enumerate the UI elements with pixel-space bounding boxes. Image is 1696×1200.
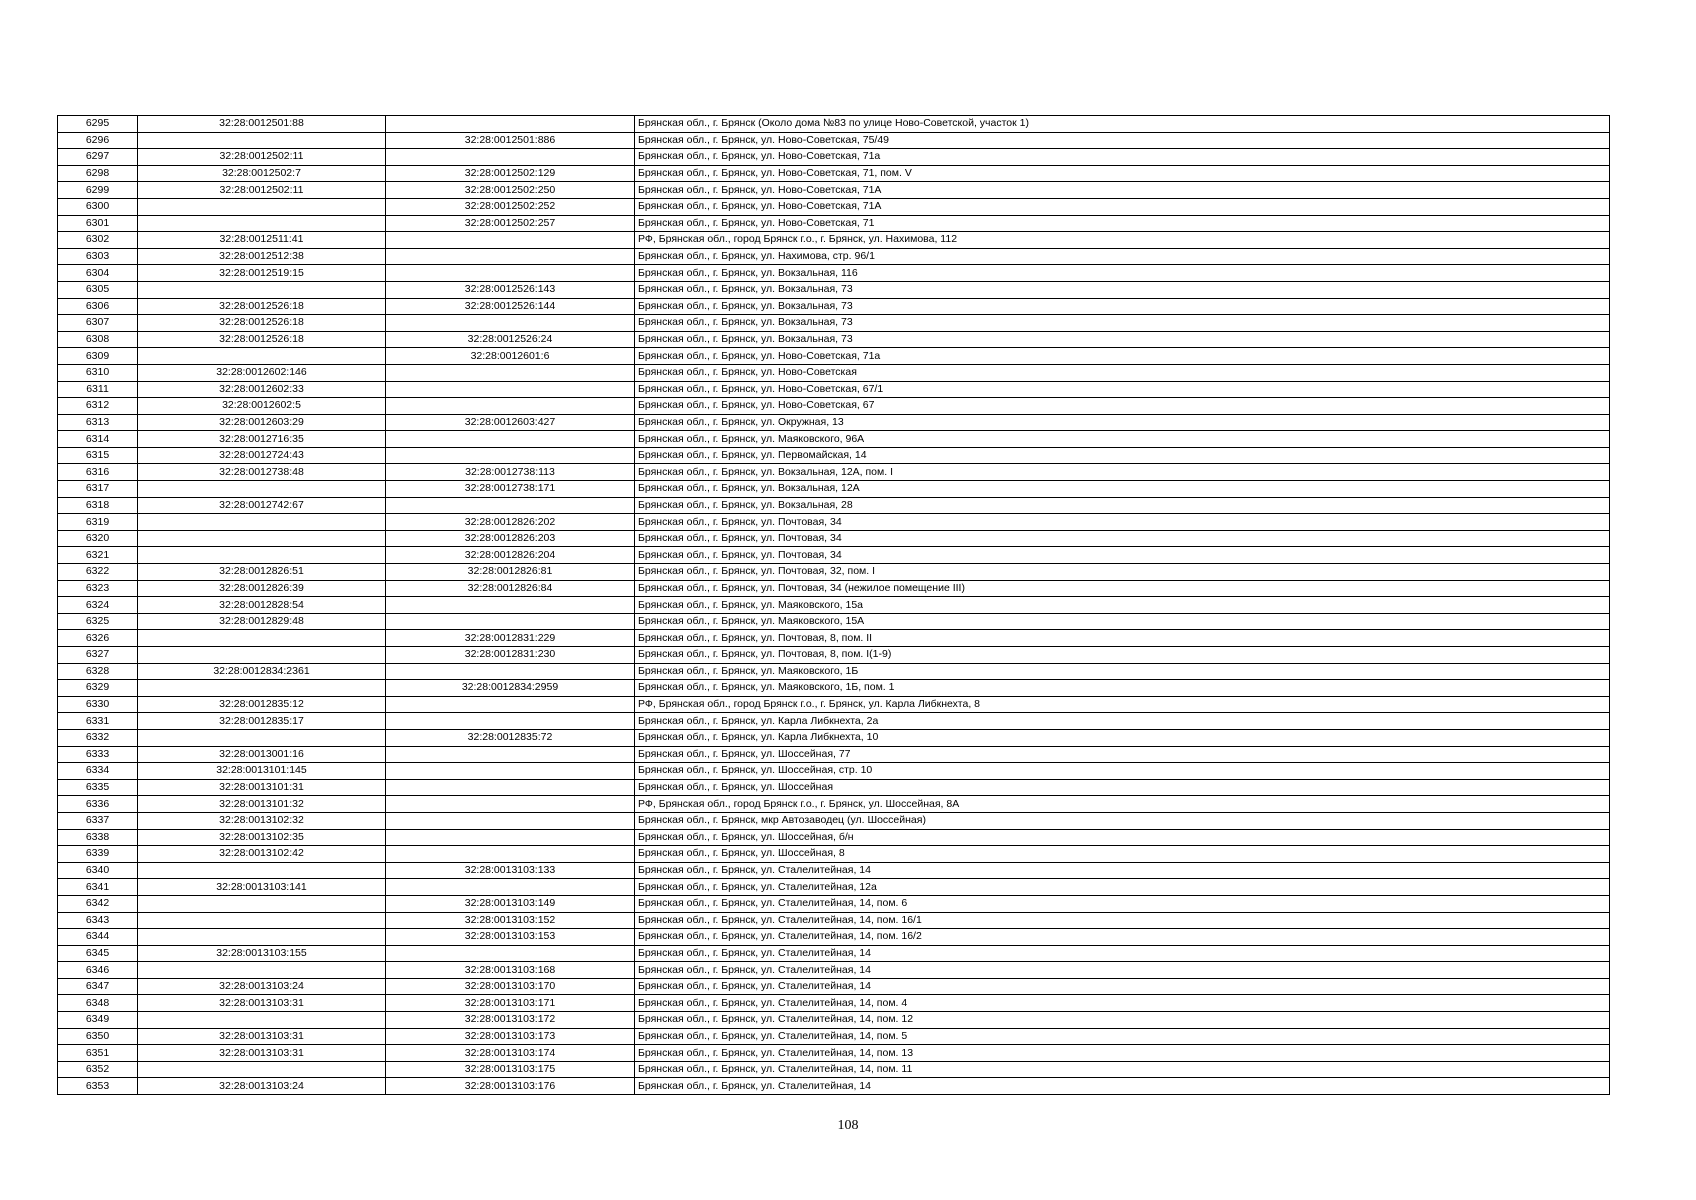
address-cell: Брянская обл., г. Брянск, ул. Ново-Советская, 71, пом. V [635, 165, 1610, 182]
table-row [58, 630, 1610, 647]
row-number-cell: 6308 [58, 331, 138, 348]
building-cadastral-number-cell: 32:28:0012501:886 [386, 132, 635, 149]
row-number-cell: 6351 [58, 1045, 138, 1062]
building-cadastral-number-cell [386, 431, 635, 448]
land-cadastral-number-cell: 32:28:0012826:39 [138, 580, 386, 597]
address-cell: Брянская обл., г. Брянск, ул. Шоссейная, 8 [635, 846, 1610, 863]
row-number-cell: 6333 [58, 746, 138, 763]
table-row [58, 182, 1610, 199]
land-cadastral-number-cell: 32:28:0012519:15 [138, 265, 386, 282]
table-row [58, 414, 1610, 431]
land-cadastral-number-cell: 32:28:0013101:31 [138, 779, 386, 796]
table-row [58, 696, 1610, 713]
address-cell: Брянская обл., г. Брянск, ул. Вокзальная, 73 [635, 281, 1610, 298]
land-cadastral-number-cell [138, 729, 386, 746]
land-cadastral-number-cell: 32:28:0012502:11 [138, 182, 386, 199]
table-row [58, 165, 1610, 182]
address-cell: Брянская обл., г. Брянск, ул. Маяковского, 15А [635, 613, 1610, 630]
land-cadastral-number-cell: 32:28:0012603:29 [138, 414, 386, 431]
row-number-cell: 6331 [58, 713, 138, 730]
land-cadastral-number-cell [138, 215, 386, 232]
address-cell: Брянская обл., г. Брянск, ул. Сталелитейная, 14, пом. 6 [635, 895, 1610, 912]
land-cadastral-number-cell: 32:28:0012526:18 [138, 331, 386, 348]
building-cadastral-number-cell: 32:28:0013103:171 [386, 995, 635, 1012]
building-cadastral-number-cell: 32:28:0013103:176 [386, 1078, 635, 1095]
building-cadastral-number-cell [386, 713, 635, 730]
land-cadastral-number-cell: 32:28:0012526:18 [138, 315, 386, 332]
building-cadastral-number-cell: 32:28:0012826:84 [386, 580, 635, 597]
row-number-cell: 6296 [58, 132, 138, 149]
land-cadastral-number-cell: 32:28:0012502:7 [138, 165, 386, 182]
land-cadastral-number-cell: 32:28:0012511:41 [138, 232, 386, 249]
table-row [58, 281, 1610, 298]
table-row [58, 447, 1610, 464]
address-cell: Брянская обл., г. Брянск, ул. Ново-Советская, 71а [635, 348, 1610, 365]
land-cadastral-number-cell: 32:28:0012602:5 [138, 398, 386, 415]
row-number-cell: 6329 [58, 680, 138, 697]
table-row [58, 514, 1610, 531]
address-cell: РФ, Брянская обл., город Брянск г.о., г. Брянск, ул. Шоссейная, 8А [635, 796, 1610, 813]
row-number-cell: 6299 [58, 182, 138, 199]
row-number-cell: 6303 [58, 248, 138, 265]
address-cell: Брянская обл., г. Брянск, ул. Сталелитейная, 12а [635, 879, 1610, 896]
building-cadastral-number-cell [386, 846, 635, 863]
table-row [58, 348, 1610, 365]
land-cadastral-number-cell: 32:28:0013103:31 [138, 1028, 386, 1045]
building-cadastral-number-cell: 32:28:0012835:72 [386, 729, 635, 746]
building-cadastral-number-cell [386, 663, 635, 680]
address-cell: Брянская обл., г. Брянск, ул. Окружная, 13 [635, 414, 1610, 431]
building-cadastral-number-cell: 32:28:0012526:24 [386, 331, 635, 348]
building-cadastral-number-cell [386, 315, 635, 332]
row-number-cell: 6310 [58, 364, 138, 381]
land-cadastral-number-cell: 32:28:0012526:18 [138, 298, 386, 315]
land-cadastral-number-cell [138, 530, 386, 547]
building-cadastral-number-cell: 32:28:0013103:174 [386, 1045, 635, 1062]
land-cadastral-number-cell [138, 862, 386, 879]
table-row [58, 580, 1610, 597]
table-row [58, 381, 1610, 398]
address-cell: Брянская обл., г. Брянск, ул. Ново-Советская, 67/1 [635, 381, 1610, 398]
table-row [58, 962, 1610, 979]
address-cell: Брянская обл., г. Брянск, ул. Сталелитейная, 14, пом. 11 [635, 1061, 1610, 1078]
building-cadastral-number-cell [386, 447, 635, 464]
land-cadastral-number-cell [138, 547, 386, 564]
table-row [58, 116, 1610, 133]
row-number-cell: 6324 [58, 597, 138, 614]
row-number-cell: 6304 [58, 265, 138, 282]
land-cadastral-number-cell: 32:28:0012716:35 [138, 431, 386, 448]
row-number-cell: 6295 [58, 116, 138, 133]
land-cadastral-number-cell: 32:28:0013101:145 [138, 763, 386, 780]
table-row [58, 547, 1610, 564]
row-number-cell: 6316 [58, 464, 138, 481]
address-cell: Брянская обл., г. Брянск, ул. Вокзальная, 12А, пом. I [635, 464, 1610, 481]
address-cell: Брянская обл., г. Брянск, ул. Почтовая, 34 [635, 530, 1610, 547]
row-number-cell: 6338 [58, 829, 138, 846]
table-row [58, 248, 1610, 265]
address-cell: Брянская обл., г. Брянск, ул. Сталелитейная, 14 [635, 862, 1610, 879]
table-row [58, 232, 1610, 249]
building-cadastral-number-cell: 32:28:0012826:202 [386, 514, 635, 531]
address-cell: Брянская обл., г. Брянск, ул. Карла Либкнехта, 10 [635, 729, 1610, 746]
address-cell: Брянская обл., г. Брянск (Около дома №83 по улице Ново-Советской, участок 1) [635, 116, 1610, 133]
land-cadastral-number-cell [138, 1012, 386, 1029]
land-cadastral-number-cell: 32:28:0012602:33 [138, 381, 386, 398]
row-number-cell: 6332 [58, 729, 138, 746]
building-cadastral-number-cell [386, 879, 635, 896]
table-row [58, 713, 1610, 730]
table-row [58, 198, 1610, 215]
address-cell: Брянская обл., г. Брянск, ул. Сталелитейная, 14, пом. 12 [635, 1012, 1610, 1029]
land-cadastral-number-cell: 32:28:0012835:12 [138, 696, 386, 713]
address-cell: Брянская обл., г. Брянск, ул. Шоссейная, 77 [635, 746, 1610, 763]
address-cell: Брянская обл., г. Брянск, ул. Сталелитейная, 14 [635, 1078, 1610, 1095]
table-row [58, 265, 1610, 282]
building-cadastral-number-cell: 32:28:0012601:6 [386, 348, 635, 365]
land-cadastral-number-cell: 32:28:0013103:141 [138, 879, 386, 896]
table-row [58, 315, 1610, 332]
land-cadastral-number-cell [138, 481, 386, 498]
address-cell: Брянская обл., г. Брянск, ул. Сталелитейная, 14 [635, 945, 1610, 962]
address-cell: Брянская обл., г. Брянск, ул. Шоссейная, стр. 10 [635, 763, 1610, 780]
building-cadastral-number-cell: 32:28:0012831:229 [386, 630, 635, 647]
building-cadastral-number-cell [386, 381, 635, 398]
land-cadastral-number-cell [138, 895, 386, 912]
address-cell: Брянская обл., г. Брянск, ул. Сталелитейная, 14 [635, 978, 1610, 995]
address-cell: Брянская обл., г. Брянск, ул. Ново-Советская, 67 [635, 398, 1610, 415]
land-cadastral-number-cell: 32:28:0013103:31 [138, 1045, 386, 1062]
land-cadastral-number-cell: 32:28:0013103:24 [138, 978, 386, 995]
table-row [58, 1028, 1610, 1045]
building-cadastral-number-cell [386, 796, 635, 813]
row-number-cell: 6311 [58, 381, 138, 398]
land-cadastral-number-cell: 32:28:0012829:48 [138, 613, 386, 630]
land-cadastral-number-cell: 32:28:0012826:51 [138, 564, 386, 581]
address-cell: Брянская обл., г. Брянск, ул. Почтовая, 8, пом. I(1-9) [635, 647, 1610, 664]
land-cadastral-number-cell [138, 514, 386, 531]
table-row [58, 995, 1610, 1012]
address-cell: Брянская обл., г. Брянск, ул. Сталелитейная, 14, пом. 5 [635, 1028, 1610, 1045]
building-cadastral-number-cell [386, 829, 635, 846]
building-cadastral-number-cell [386, 597, 635, 614]
row-number-cell: 6312 [58, 398, 138, 415]
cadastral-table [57, 115, 1610, 1095]
building-cadastral-number-cell: 32:28:0012738:171 [386, 481, 635, 498]
building-cadastral-number-cell: 32:28:0012826:203 [386, 530, 635, 547]
building-cadastral-number-cell [386, 149, 635, 166]
row-number-cell: 6319 [58, 514, 138, 531]
row-number-cell: 6340 [58, 862, 138, 879]
row-number-cell: 6301 [58, 215, 138, 232]
address-cell: Брянская обл., г. Брянск, ул. Первомайская, 14 [635, 447, 1610, 464]
row-number-cell: 6339 [58, 846, 138, 863]
table-row [58, 1045, 1610, 1062]
address-cell: Брянская обл., г. Брянск, ул. Сталелитейная, 14 [635, 962, 1610, 979]
row-number-cell: 6341 [58, 879, 138, 896]
building-cadastral-number-cell: 32:28:0013103:149 [386, 895, 635, 912]
address-cell: Брянская обл., г. Брянск, ул. Ново-Советская, 71А [635, 182, 1610, 199]
address-cell: Брянская обл., г. Брянск, ул. Вокзальная, 73 [635, 331, 1610, 348]
address-cell: Брянская обл., г. Брянск, ул. Сталелитейная, 14, пом. 13 [635, 1045, 1610, 1062]
table-row [58, 729, 1610, 746]
land-cadastral-number-cell: 32:28:0012834:2361 [138, 663, 386, 680]
building-cadastral-number-cell [386, 746, 635, 763]
table-row [58, 846, 1610, 863]
address-cell: Брянская обл., г. Брянск, ул. Ново-Советская, 71а [635, 149, 1610, 166]
building-cadastral-number-cell [386, 497, 635, 514]
building-cadastral-number-cell: 32:28:0012738:113 [386, 464, 635, 481]
land-cadastral-number-cell: 32:28:0012835:17 [138, 713, 386, 730]
building-cadastral-number-cell: 32:28:0012603:427 [386, 414, 635, 431]
address-cell: Брянская обл., г. Брянск, ул. Сталелитейная, 14, пом. 16/1 [635, 912, 1610, 929]
table-row [58, 829, 1610, 846]
table-row [58, 879, 1610, 896]
land-cadastral-number-cell [138, 1061, 386, 1078]
row-number-cell: 6344 [58, 929, 138, 946]
row-number-cell: 6314 [58, 431, 138, 448]
land-cadastral-number-cell [138, 281, 386, 298]
land-cadastral-number-cell: 32:28:0013103:24 [138, 1078, 386, 1095]
land-cadastral-number-cell: 32:28:0012828:54 [138, 597, 386, 614]
row-number-cell: 6313 [58, 414, 138, 431]
land-cadastral-number-cell [138, 680, 386, 697]
row-number-cell: 6325 [58, 613, 138, 630]
building-cadastral-number-cell: 32:28:0012831:230 [386, 647, 635, 664]
land-cadastral-number-cell: 32:28:0013103:31 [138, 995, 386, 1012]
building-cadastral-number-cell: 32:28:0013103:172 [386, 1012, 635, 1029]
land-cadastral-number-cell [138, 630, 386, 647]
building-cadastral-number-cell: 32:28:0013103:152 [386, 912, 635, 929]
table-row [58, 464, 1610, 481]
building-cadastral-number-cell: 32:28:0012826:204 [386, 547, 635, 564]
table-row [58, 564, 1610, 581]
table-row [58, 331, 1610, 348]
building-cadastral-number-cell: 32:28:0013103:168 [386, 962, 635, 979]
address-cell: Брянская обл., г. Брянск, ул. Маяковского, 96А [635, 431, 1610, 448]
row-number-cell: 6320 [58, 530, 138, 547]
row-number-cell: 6300 [58, 198, 138, 215]
table-row [58, 912, 1610, 929]
address-cell: Брянская обл., г. Брянск, ул. Шоссейная, б/н [635, 829, 1610, 846]
building-cadastral-number-cell: 32:28:0013103:133 [386, 862, 635, 879]
address-cell: Брянская обл., г. Брянск, ул. Сталелитейная, 14, пом. 4 [635, 995, 1610, 1012]
table-row [58, 149, 1610, 166]
address-cell: РФ, Брянская обл., город Брянск г.о., г. Брянск, ул. Нахимова, 112 [635, 232, 1610, 249]
table-row [58, 647, 1610, 664]
land-cadastral-number-cell [138, 962, 386, 979]
address-cell: Брянская обл., г. Брянск, ул. Вокзальная, 12А [635, 481, 1610, 498]
table-row [58, 1012, 1610, 1029]
land-cadastral-number-cell: 32:28:0013001:16 [138, 746, 386, 763]
land-cadastral-number-cell: 32:28:0012742:67 [138, 497, 386, 514]
row-number-cell: 6318 [58, 497, 138, 514]
address-cell: Брянская обл., г. Брянск, ул. Маяковского, 1Б, пом. 1 [635, 680, 1610, 697]
building-cadastral-number-cell [386, 812, 635, 829]
row-number-cell: 6317 [58, 481, 138, 498]
building-cadastral-number-cell [386, 116, 635, 133]
page-number: 108 [837, 1118, 859, 1133]
row-number-cell: 6336 [58, 796, 138, 813]
address-cell: Брянская обл., г. Брянск, ул. Маяковского, 1Б [635, 663, 1610, 680]
building-cadastral-number-cell: 32:28:0012502:250 [386, 182, 635, 199]
row-number-cell: 6323 [58, 580, 138, 597]
table-row [58, 929, 1610, 946]
address-cell: Брянская обл., г. Брянск, ул. Нахимова, стр. 96/1 [635, 248, 1610, 265]
row-number-cell: 6326 [58, 630, 138, 647]
row-number-cell: 6322 [58, 564, 138, 581]
building-cadastral-number-cell [386, 398, 635, 415]
building-cadastral-number-cell [386, 265, 635, 282]
land-cadastral-number-cell [138, 348, 386, 365]
building-cadastral-number-cell [386, 613, 635, 630]
row-number-cell: 6353 [58, 1078, 138, 1095]
table-row [58, 978, 1610, 995]
row-number-cell: 6330 [58, 696, 138, 713]
row-number-cell: 6349 [58, 1012, 138, 1029]
building-cadastral-number-cell [386, 248, 635, 265]
table-row [58, 481, 1610, 498]
row-number-cell: 6343 [58, 912, 138, 929]
land-cadastral-number-cell: 32:28:0013102:32 [138, 812, 386, 829]
table-row [58, 779, 1610, 796]
address-cell: Брянская обл., г. Брянск, ул. Ново-Советская, 71 [635, 215, 1610, 232]
row-number-cell: 6352 [58, 1061, 138, 1078]
land-cadastral-number-cell: 32:28:0013102:35 [138, 829, 386, 846]
row-number-cell: 6347 [58, 978, 138, 995]
address-cell: Брянская обл., г. Брянск, ул. Вокзальная, 73 [635, 315, 1610, 332]
land-cadastral-number-cell [138, 647, 386, 664]
table-row [58, 497, 1610, 514]
address-cell: Брянская обл., г. Брянск, ул. Шоссейная [635, 779, 1610, 796]
row-number-cell: 6298 [58, 165, 138, 182]
building-cadastral-number-cell [386, 779, 635, 796]
table-row [58, 1078, 1610, 1095]
row-number-cell: 6350 [58, 1028, 138, 1045]
row-number-cell: 6327 [58, 647, 138, 664]
address-cell: Брянская обл., г. Брянск, мкр Автозаводец (ул. Шоссейная) [635, 812, 1610, 829]
table-row [58, 298, 1610, 315]
table-row [58, 680, 1610, 697]
land-cadastral-number-cell: 32:28:0012724:43 [138, 447, 386, 464]
row-number-cell: 6315 [58, 447, 138, 464]
building-cadastral-number-cell [386, 945, 635, 962]
row-number-cell: 6337 [58, 812, 138, 829]
land-cadastral-number-cell: 32:28:0013103:155 [138, 945, 386, 962]
row-number-cell: 6306 [58, 298, 138, 315]
building-cadastral-number-cell: 32:28:0012526:144 [386, 298, 635, 315]
building-cadastral-number-cell [386, 696, 635, 713]
table-row [58, 132, 1610, 149]
land-cadastral-number-cell: 32:28:0012501:88 [138, 116, 386, 133]
table-row [58, 597, 1610, 614]
address-cell: Брянская обл., г. Брянск, ул. Почтовая, 8, пом. II [635, 630, 1610, 647]
row-number-cell: 6346 [58, 962, 138, 979]
table-row [58, 945, 1610, 962]
address-cell: Брянская обл., г. Брянск, ул. Почтовая, 34 (нежилое помещение III) [635, 580, 1610, 597]
land-cadastral-number-cell: 32:28:0012512:38 [138, 248, 386, 265]
row-number-cell: 6297 [58, 149, 138, 166]
table-row [58, 215, 1610, 232]
land-cadastral-number-cell [138, 912, 386, 929]
address-cell: Брянская обл., г. Брянск, ул. Ново-Советская, 71А [635, 198, 1610, 215]
land-cadastral-number-cell: 32:28:0013102:42 [138, 846, 386, 863]
table-row [58, 364, 1610, 381]
land-cadastral-number-cell: 32:28:0012602:146 [138, 364, 386, 381]
table-row [58, 796, 1610, 813]
row-number-cell: 6342 [58, 895, 138, 912]
row-number-cell: 6307 [58, 315, 138, 332]
address-cell: Брянская обл., г. Брянск, ул. Вокзальная, 116 [635, 265, 1610, 282]
building-cadastral-number-cell: 32:28:0012502:129 [386, 165, 635, 182]
land-cadastral-number-cell [138, 929, 386, 946]
building-cadastral-number-cell: 32:28:0013103:173 [386, 1028, 635, 1045]
row-number-cell: 6345 [58, 945, 138, 962]
table-row [58, 763, 1610, 780]
table-row [58, 530, 1610, 547]
building-cadastral-number-cell: 32:28:0013103:153 [386, 929, 635, 946]
row-number-cell: 6321 [58, 547, 138, 564]
row-number-cell: 6302 [58, 232, 138, 249]
table-row [58, 663, 1610, 680]
building-cadastral-number-cell: 32:28:0013103:170 [386, 978, 635, 995]
address-cell: Брянская обл., г. Брянск, ул. Ново-Советская, 75/49 [635, 132, 1610, 149]
building-cadastral-number-cell: 32:28:0012826:81 [386, 564, 635, 581]
building-cadastral-number-cell: 32:28:0012834:2959 [386, 680, 635, 697]
row-number-cell: 6328 [58, 663, 138, 680]
address-cell: Брянская обл., г. Брянск, ул. Ново-Советская [635, 364, 1610, 381]
land-cadastral-number-cell [138, 132, 386, 149]
land-cadastral-number-cell: 32:28:0012738:48 [138, 464, 386, 481]
row-number-cell: 6305 [58, 281, 138, 298]
building-cadastral-number-cell: 32:28:0012502:252 [386, 198, 635, 215]
address-cell: Брянская обл., г. Брянск, ул. Маяковского, 15а [635, 597, 1610, 614]
land-cadastral-number-cell [138, 198, 386, 215]
building-cadastral-number-cell [386, 763, 635, 780]
address-cell: Брянская обл., г. Брянск, ул. Вокзальная, 73 [635, 298, 1610, 315]
address-cell: РФ, Брянская обл., город Брянск г.о., г. Брянск, ул. Карла Либкнехта, 8 [635, 696, 1610, 713]
land-cadastral-number-cell: 32:28:0013101:32 [138, 796, 386, 813]
row-number-cell: 6348 [58, 995, 138, 1012]
land-cadastral-number-cell: 32:28:0012502:11 [138, 149, 386, 166]
row-number-cell: 6309 [58, 348, 138, 365]
address-cell: Брянская обл., г. Брянск, ул. Вокзальная, 28 [635, 497, 1610, 514]
address-cell: Брянская обл., г. Брянск, ул. Почтовая, 34 [635, 514, 1610, 531]
table-row [58, 613, 1610, 630]
table-body [58, 116, 1610, 1095]
table-row [58, 431, 1610, 448]
table-row [58, 1061, 1610, 1078]
row-number-cell: 6335 [58, 779, 138, 796]
table-row [58, 812, 1610, 829]
table-row [58, 895, 1610, 912]
address-cell: Брянская обл., г. Брянск, ул. Сталелитейная, 14, пом. 16/2 [635, 929, 1610, 946]
address-cell: Брянская обл., г. Брянск, ул. Почтовая, 32, пом. I [635, 564, 1610, 581]
row-number-cell: 6334 [58, 763, 138, 780]
building-cadastral-number-cell: 32:28:0012502:257 [386, 215, 635, 232]
table-row [58, 862, 1610, 879]
address-cell: Брянская обл., г. Брянск, ул. Почтовая, 34 [635, 547, 1610, 564]
building-cadastral-number-cell: 32:28:0012526:143 [386, 281, 635, 298]
building-cadastral-number-cell [386, 232, 635, 249]
building-cadastral-number-cell [386, 364, 635, 381]
address-cell: Брянская обл., г. Брянск, ул. Карла Либкнехта, 2а [635, 713, 1610, 730]
table-row [58, 398, 1610, 415]
building-cadastral-number-cell: 32:28:0013103:175 [386, 1061, 635, 1078]
table-row [58, 746, 1610, 763]
